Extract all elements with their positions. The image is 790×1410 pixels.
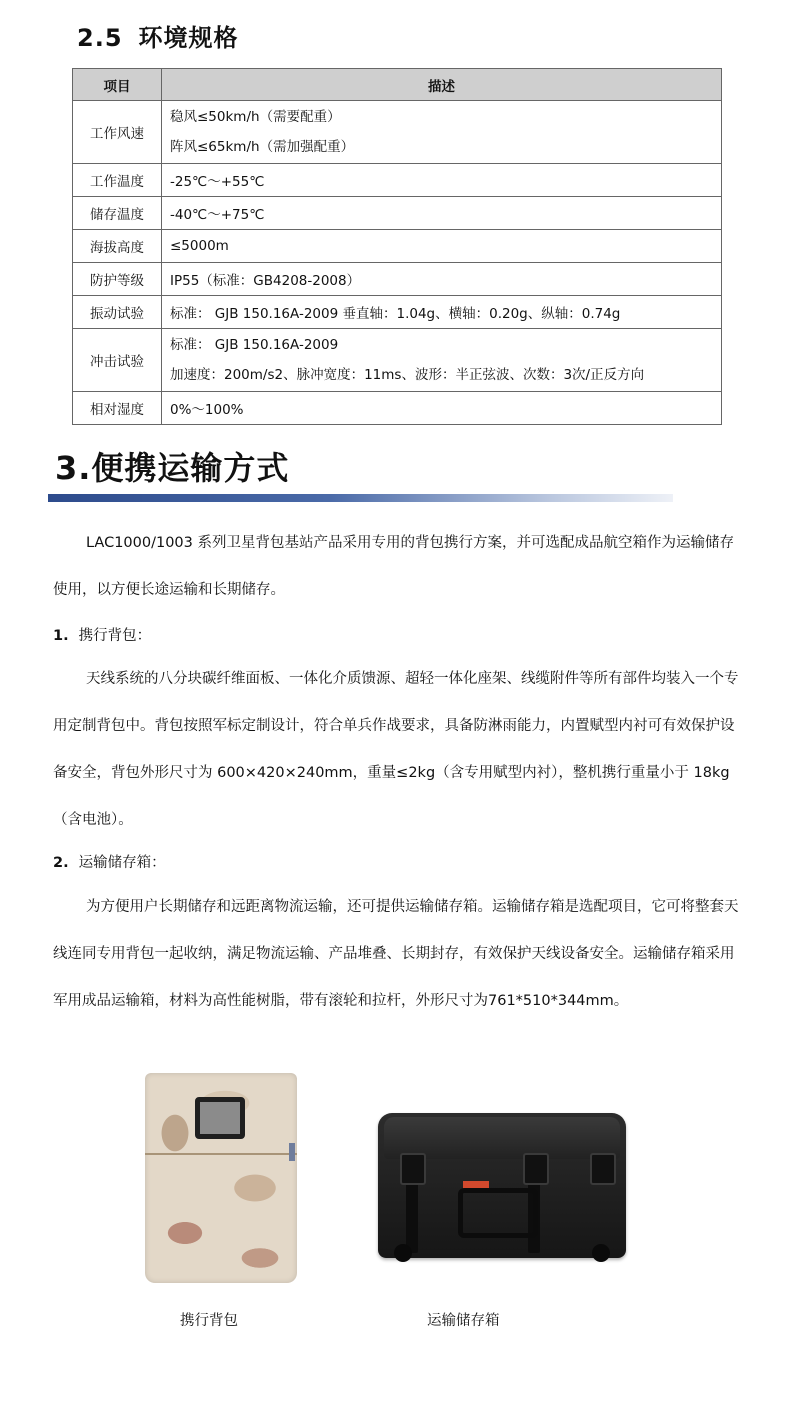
row-desc bbox=[162, 329, 722, 392]
section-number: 2.5 bbox=[77, 24, 123, 52]
row-item: 防护等级 bbox=[73, 263, 162, 296]
intro-text: LAC1000/1003 系列卫星背包基站产品采用专用的背包携行方案，并可选配成品航空箱作为运输储存使用，以方便长途运输和长期储存。 bbox=[53, 535, 734, 598]
row-item: 工作风速 bbox=[73, 101, 162, 164]
item1-heading bbox=[53, 624, 151, 645]
row-desc: -25℃～+55℃ bbox=[162, 164, 722, 197]
item1-label: 携行背包： bbox=[78, 628, 152, 644]
case-handle bbox=[458, 1188, 538, 1238]
item2-number: 2. bbox=[53, 855, 69, 871]
transport-case-image bbox=[378, 1113, 626, 1258]
desc-line: 稳风≤50km/h（需要配重） bbox=[170, 109, 341, 125]
desc-line: 加速度：200m/s2、脉冲宽度：11ms、波形：半正弦波、次数：3次/正反方向 bbox=[170, 367, 645, 383]
row-desc: -40℃～+75℃ bbox=[162, 197, 722, 230]
desc-line: 阵风≤65km/h（需加强配重） bbox=[170, 139, 355, 155]
table-row bbox=[73, 263, 722, 296]
item2-heading bbox=[53, 851, 166, 872]
table-row bbox=[73, 230, 722, 263]
row-desc: 标准： GJB 150.16A-2009 垂直轴：1.04g、横轴：0.20g、纵轴：0.74g bbox=[162, 296, 722, 329]
caption-backpack: 携行背包 bbox=[180, 1313, 238, 1329]
row-item: 工作温度 bbox=[73, 164, 162, 197]
row-item: 相对湿度 bbox=[73, 392, 162, 425]
row-desc bbox=[162, 101, 722, 164]
item1-paragraph bbox=[53, 656, 743, 844]
intro-paragraph bbox=[53, 520, 743, 614]
case-wheel bbox=[394, 1244, 412, 1262]
case-latch bbox=[400, 1153, 426, 1185]
table-row bbox=[73, 296, 722, 329]
table-row bbox=[73, 101, 722, 164]
row-desc: IP55（标准：GB4208-2008） bbox=[162, 263, 722, 296]
desc-line: 标准： GJB 150.16A-2009 bbox=[170, 337, 339, 353]
item1-number: 1. bbox=[53, 628, 69, 644]
table-row bbox=[73, 392, 722, 425]
table-row bbox=[73, 164, 722, 197]
caption-case: 运输储存箱 bbox=[427, 1313, 500, 1329]
header-desc: 描述 bbox=[162, 69, 722, 101]
row-desc: 0%～100% bbox=[162, 392, 722, 425]
table-row bbox=[73, 329, 722, 392]
row-item: 海拔高度 bbox=[73, 230, 162, 263]
case-wheel bbox=[592, 1244, 610, 1262]
heading-rule bbox=[48, 494, 673, 502]
row-item: 储存温度 bbox=[73, 197, 162, 230]
row-desc: ≤5000m bbox=[162, 230, 722, 263]
table-row bbox=[73, 197, 722, 230]
row-item: 冲击试验 bbox=[73, 329, 162, 392]
case-latch bbox=[523, 1153, 549, 1185]
backpack-image bbox=[145, 1073, 297, 1283]
item2-paragraph bbox=[53, 884, 743, 1025]
section-heading-3: 3.便携运输方式 bbox=[55, 449, 290, 487]
environment-spec-table bbox=[72, 68, 722, 425]
case-latch bbox=[590, 1153, 616, 1185]
section-heading-2-5 bbox=[77, 18, 239, 53]
item1-text: 天线系统的八分块碳纤维面板、一体化介质馈源、超轻一体化座架、线缆附件等所有部件均装入一个专用定制背包中。背包按照军标定制设计，符合单兵作战要求，具备防淋雨能力，内置赋型内衬可有效保护设备安全，背包外形尺寸为 600×420×240mm，重量≤2kg（含专用赋型内衬），整机携行重量小于 18kg（含电池）。 bbox=[53, 671, 739, 828]
backpack-tag bbox=[289, 1143, 295, 1161]
item2-label: 运输储存箱： bbox=[78, 855, 166, 871]
section-title: 环境规格 bbox=[138, 24, 239, 52]
row-item: 振动试验 bbox=[73, 296, 162, 329]
table-header-row bbox=[73, 69, 722, 101]
backpack-handle bbox=[195, 1097, 245, 1139]
item2-text: 为方便用户长期储存和远距离物流运输，还可提供运输储存箱。运输储存箱是选配项目，它可将整套天线连同专用背包一起收纳，满足物流运输、产品堆叠、长期封存，有效保护天线设备安全。运输储存箱采用军用成品运输箱，材料为高性能树脂，带有滚轮和拉杆，外形尺寸为761*510*344mm。 bbox=[53, 899, 739, 1009]
header-item: 项目 bbox=[73, 69, 162, 101]
